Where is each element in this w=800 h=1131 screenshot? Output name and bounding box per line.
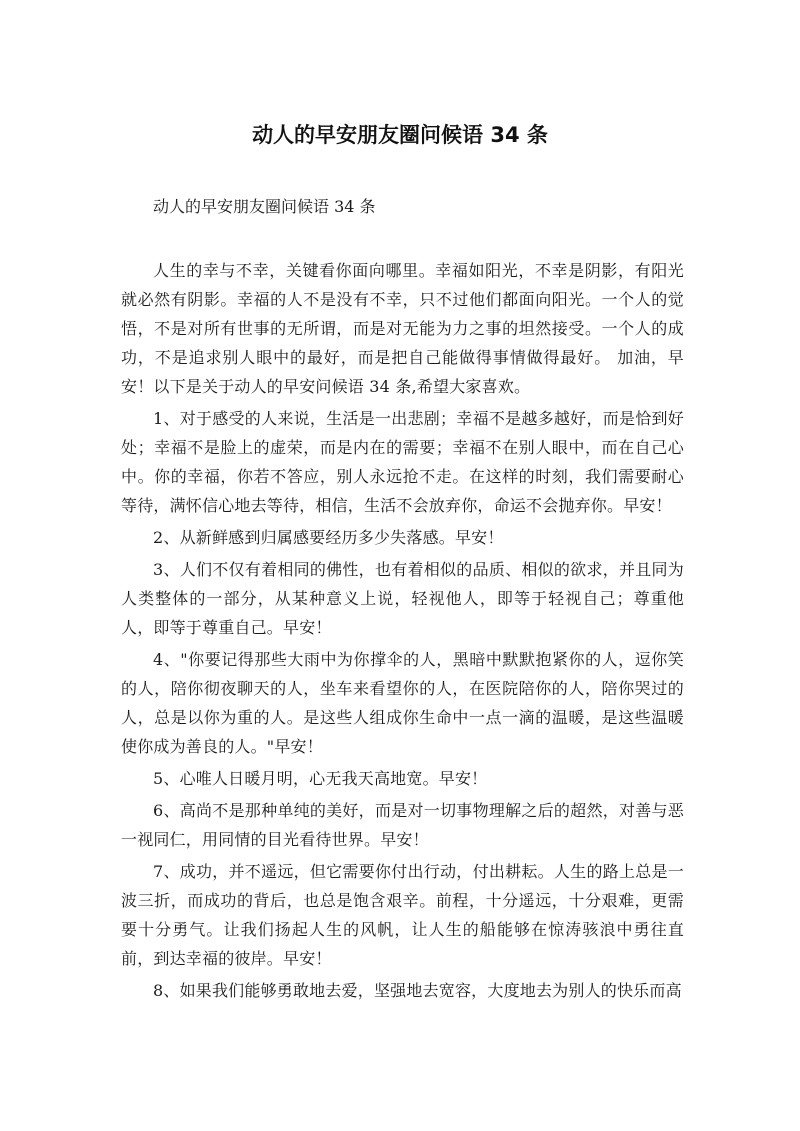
list-item: 7、成功，并不遥远，但它需要你付出行动，付出耕耘。人生的路上总是一波三折，而成功的背后，也总是饱含艰辛。前程，十分遥远，十分艰难，更需要十分勇气。让我们扬起人生的风帆，让人生的船能够在惊涛骇浪中勇往直前，到达幸福的彼岸。早安！ bbox=[121, 862, 684, 968]
list-item: 5、心唯人日暖月明，心无我天高地宽。早安！ bbox=[153, 769, 488, 788]
list-item: 8、如果我们能够勇敢地去爱，坚强地去宽容，大度地去为别人的快乐而高 bbox=[153, 981, 682, 1000]
list-item: 3、人们不仅有着相同的佛性，也有着相似的品质、相似的欲求，并且同为人类整体的一部分，从某种意义上说，轻视他人，即等于轻视自己；尊重他人，即等于尊重自己。早安！ bbox=[121, 560, 684, 637]
document-subtitle: 动人的早安朋友圈问候语 34 条 bbox=[153, 197, 376, 216]
list-item: 2、从新鲜感到归属感要经历多少失落感。早安！ bbox=[153, 528, 504, 547]
document-title: 动人的早安朋友圈问候语 34 条 bbox=[252, 123, 548, 147]
list-item: 1、对于感受的人来说，生活是一出悲剧；幸福不是越多越好，而是恰到好处；幸福不是脸上的虚荣，而是内在的需要；幸福不在别人眼中，而在自己心中。你的幸福，你若不答应，别人永远抢不走。在这样的时刻，我们需要耐心等待，满怀信心地去等待，相信，生活不会放弃你，命运不会抛弃你。早安！ bbox=[121, 409, 684, 515]
list-item: 4、"你要记得那些大雨中为你撑伞的人，黑暗中默默抱紧你的人，逗你笑的人，陪你彻夜聊天的人，坐车来看望你的人，在医院陪你的人，陪你哭过的人，总是以你为重的人。是这些人组成你生命中一点一滴的温暖，是这些温暖使你成为善良的人。"早安！ bbox=[121, 650, 684, 756]
document-body bbox=[121, 256, 684, 1008]
list-item: 6、高尚不是那种单纯的美好，而是对一切事物理解之后的超然，对善与恶一视同仁，用同情的目光看待世界。早安！ bbox=[121, 801, 684, 849]
intro-paragraph: 人生的幸与不幸，关键看你面向哪里。幸福如阳光，不幸是阴影，有阳光就必然有阴影。幸福的人不是没有不幸，只不过他们都面向阳光。一个人的觉悟，不是对所有世事的无所谓，而是对无能为力之事的坦然接受。一个人的成功，不是追求别人眼中的最好，而是把自己能做得事情做得最好。 加油，早安！以下是关于动人的早安问候语 34 条,希望大家喜欢。 bbox=[121, 261, 684, 396]
